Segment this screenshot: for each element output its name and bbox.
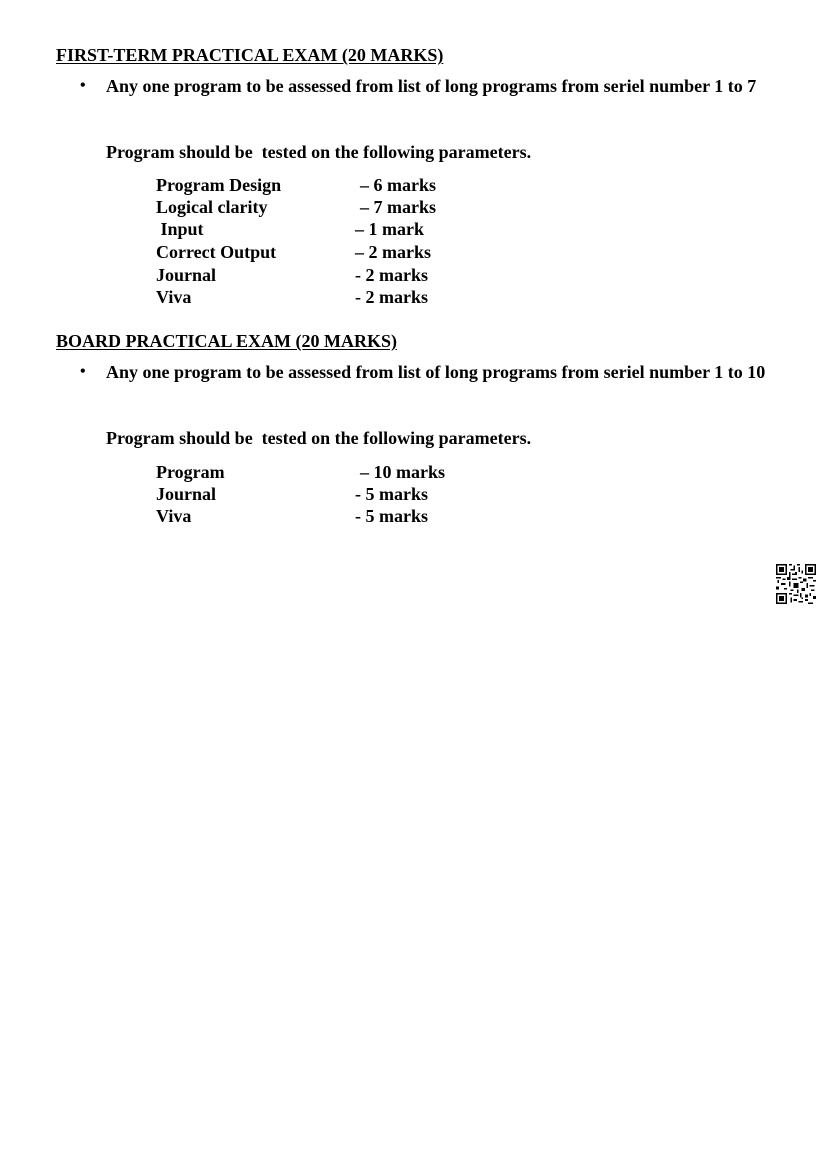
param-row <box>156 175 556 197</box>
bullet-icon: • <box>80 77 86 94</box>
param-mark: – 10 marks <box>360 462 445 482</box>
bullet-icon: • <box>80 363 86 380</box>
section-heading-first-term: FIRST-TERM PRACTICAL EXAM (20 MARKS) <box>56 45 444 65</box>
param-name: Logical clarity <box>156 197 268 217</box>
param-row <box>156 287 556 309</box>
section-heading-board: BOARD PRACTICAL EXAM (20 MARKS) <box>56 331 397 351</box>
bullet-text-board: Any one program to be assessed from list of long programs from seriel number 1 to 10 <box>106 362 766 382</box>
param-row <box>156 197 556 219</box>
param-mark: - 2 marks <box>355 287 428 307</box>
param-name: Journal <box>156 265 217 285</box>
param-row <box>156 484 556 506</box>
bullet-text-first-term: Any one program to be assessed from list of long programs from seriel number 1 to 7 <box>106 76 757 96</box>
param-name: Correct Output <box>156 242 277 262</box>
param-mark: - 5 marks <box>355 506 428 526</box>
param-mark: – 6 marks <box>360 175 436 195</box>
param-row <box>156 265 556 287</box>
params-intro-first-term: Program should be tested on the following parameters. <box>106 142 532 162</box>
param-row <box>156 219 556 241</box>
param-row <box>156 506 556 528</box>
param-mark: – 2 marks <box>355 242 431 262</box>
param-mark: – 7 marks <box>360 197 436 217</box>
param-mark: – 1 mark <box>355 219 424 239</box>
param-name: Input <box>156 219 204 239</box>
param-name: Viva <box>156 287 192 307</box>
param-row <box>156 242 556 264</box>
param-row <box>156 462 556 484</box>
qr-code-icon <box>776 564 816 604</box>
param-mark: - 2 marks <box>355 265 428 285</box>
param-name: Journal <box>156 484 217 504</box>
param-name: Viva <box>156 506 192 526</box>
param-name: Program <box>156 462 225 482</box>
param-name: Program Design <box>156 175 282 195</box>
params-intro-board: Program should be tested on the following parameters. <box>106 428 532 448</box>
param-mark: - 5 marks <box>355 484 428 504</box>
